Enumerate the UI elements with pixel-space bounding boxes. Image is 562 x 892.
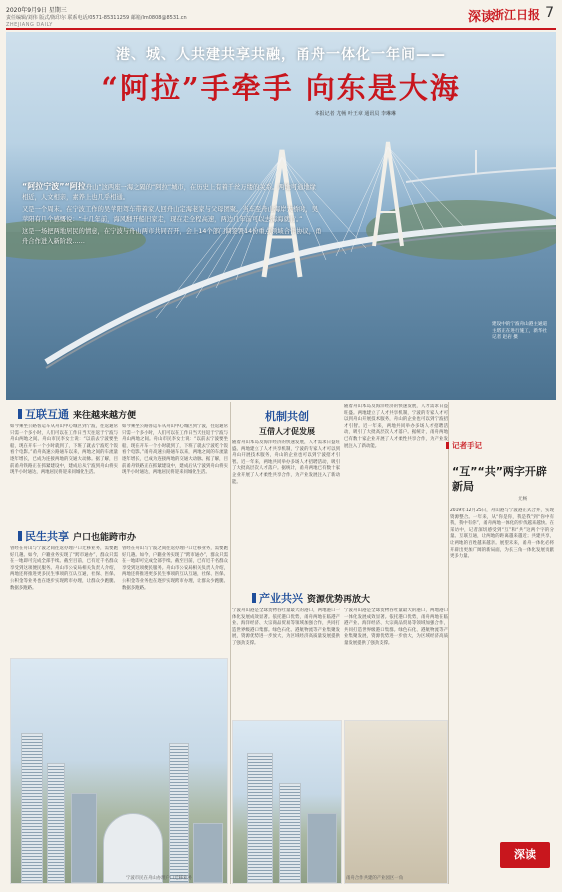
heading-subtitle: 互借人才促发展	[259, 427, 315, 436]
column-text-3: 随着舟山本岛及海洋经济的快速发展，人才需求日益旺盛。两地建立了人才共享机制，宁波的专家人才可以到舟山开展技术服务，舟山的企业也可以到宁波招才引智。近一年来，两地共同举办多场人才招聘活动，吸引了大批高层次人才落户。据统计，甬舟两地已有数十家企业开展了人才柔性共享合作，为产业发展注入了新动能。	[232, 440, 340, 485]
reporter-notes-sidebar	[446, 440, 556, 884]
heading-subtitle: 来往越来越方便	[73, 411, 137, 421]
heading-title: 产业共兴	[259, 592, 303, 605]
lead-text-3: 这是一场把两地居民的情意，在宁波与舟山两市共同召开，会上14个部门调签署14份重点领域合作协议，甬舟合作进入新阶段……	[22, 228, 322, 245]
heading-bar	[18, 409, 22, 419]
building	[193, 823, 223, 883]
office-photo	[344, 720, 448, 884]
section-heading-mechanism	[232, 408, 342, 437]
section-heading-industry	[252, 590, 370, 606]
sidebar-author: 尤畅	[518, 497, 528, 502]
byline: 本报记者 尤畅 叶王章 通讯员 李琳琳	[314, 111, 396, 117]
building	[71, 793, 97, 883]
building	[47, 763, 65, 883]
heading-subtitle: 户口也能跨市办	[73, 533, 137, 543]
building	[169, 743, 189, 883]
heading-subtitle: 资源优势再放大	[307, 595, 371, 605]
lead-quote: “阿拉宁波”“阿拉	[22, 182, 86, 191]
towers-photo	[232, 720, 342, 884]
building	[21, 733, 43, 883]
paper-english-name: ZHEJIANG DAILY	[6, 22, 53, 28]
heading-title: 机制共创	[265, 410, 309, 423]
heading-bar	[18, 531, 22, 541]
headline-kicker: 港、城、人共建共享共融，甬舟一体化一年间——	[116, 47, 446, 63]
building	[279, 783, 301, 883]
column-text-4b: 宁波舟山港是全球货物吞吐量最大的港口，两地港口一体化发展成效显著。依托港口优势，甬舟两地在临港产业、海洋经济、大宗商品贸易等领域加强合作，共同打造世界级港口集群。绿色石化、港航物流等产业集聚发展，资源优势进一步放大，为区域经济高质量发展提供了强劲支撑。	[344, 608, 448, 646]
building	[103, 813, 163, 883]
section-badge: 深读	[500, 842, 550, 868]
city-photo	[10, 658, 228, 884]
lead-paragraph	[22, 182, 322, 249]
lead-text-2: 又是一个周末。在宁波工作的吴苹阳驾车带着家人回舟山定海老家与父母团聚。当车至舟山海岸大桥时，吴苹阳有几个感慨说：“十几年前，海风翻开船旧家走，现在走全程高速，两边几年前可以去海海就行。”	[22, 206, 318, 223]
lead-text-1: 舟山”这两座一海之隔的“阿拉”城市，在历史上有着千丝万缕的关系。两地可通地缘相近，人文相亲，素养上也几乎相通。	[22, 184, 316, 201]
main-headline: “阿拉”手牵手 向东是大海	[101, 71, 461, 105]
issue-date: 2020年9月9日 星期三	[6, 7, 67, 14]
city-photo-caption: 宁波市民在舟山办理户口迁移业务	[126, 876, 192, 881]
column-text-4: 宁波舟山港是全球货物吞吐量最大的港口，两地港口一体化发展成效显著。依托港口优势，甬舟两地在临港产业、海洋经济、大宗商品贸易等领域加强合作，共同打造世界级港口集群。绿色石化、港航物流等产业集聚发展，资源优势进一步放大，为区域经济高质量发展提供了强劲支撑。	[232, 608, 340, 646]
sidebar-label: 记者手记	[446, 440, 482, 451]
paper-name: 浙江日报	[491, 8, 540, 22]
section-heading-connectivity	[18, 406, 136, 422]
sidebar-text: 2019年12月25日，舟山港与宁波港正式合并，实现资源整合。一年来，从“你是你，我是我”到“你中有我，我中有你”，甬舟两地一体化的步伐越来越快。在采访中，记者深切感受到“互”和“共”这两个字的分量。互联互通，让两地的距离越来越近；共建共享，让两地的百姓越来越亲。展望未来，甬舟一体化必将开辟出更加广阔的新局面，为长三角一体化发展贡献更多力量。	[450, 508, 554, 560]
editor-info: 责任编辑/刘伟 版式/陈印尔 联系电话/0571-85311259 邮箱/lm0808@8531.cn	[6, 15, 187, 21]
sidebar-title: “互”“共”两字开辟新局	[452, 465, 547, 493]
column-text-3b: 随着舟山本岛及海洋经济的快速发展，人才需求日益旺盛。两地建立了人才共享机制，宁波的专家人才可以到舟山开展技术服务，舟山的企业也可以到宁波招才引智。近一年来，两地共同举办多场人才招聘活动，吸引了大批高层次人才落户。据统计，甬舟两地已有数十家企业开展了人才柔性共享合作，为产业发展注入了新动能。	[344, 404, 448, 449]
heading-title: 民生共享	[25, 530, 69, 543]
column-text-2b: 曾经在舟山与宁波之间往返办理户口迁移业务，需要跑好几趟。如今，户籍业务实现了“跨市通办”，群众只需在一地即可完成全部手续。截至目前，已有近千名群众享受到这项便民服务。舟山市公安局相关负责人介绍，两地还将推进更多民生事项的互认互通，社保、医保、公积金等业务也在逐步实现跨市办理，让群众少跑腿、数据多跑路。	[122, 546, 228, 591]
section-heading-livelihood	[18, 528, 136, 544]
hero-photo-caption: 建设中的宁波舟山港主通道主塔正在进行施工，新华社记者 赵岩 摄	[492, 322, 548, 340]
office-photo-caption: 甬舟合作共建的产业园区一角	[346, 876, 404, 881]
column-text-1: 如今乘坐公路客运车从舟山中心城区到宁波，往返通常只需一个多小时，人们可以在工作日当天往返于宁波与舟山两地之间。舟山市民李女士说：“以前去宁波要坐船，现在开车一个小时就到了，下班了就去宁波吃个饭看个电影。”甬舟高速公路通车以来，两地之间的车流量逐年增长，已成为连接两地的交通大动脉。据了解，目前甬舟铁路正在抓紧建设中，建成后从宁波到舟山将实现半小时通达，两地居民将迎来同城化生活。	[10, 424, 118, 476]
hero-photo	[6, 32, 556, 400]
heading-bar	[252, 593, 256, 603]
page-number: 7	[545, 5, 554, 21]
heading-title: 互联互通	[25, 408, 69, 421]
column-text-2: 曾经在舟山与宁波之间往返办理户口迁移业务，需要跑好几趟。如今，户籍业务实现了“跨市通办”，群众只需在一地即可完成全部手续。截至目前，已有近千名群众享受到这项便民服务。舟山市公安局相关负责人介绍，两地还将推进更多民生事项的互认互通，社保、医保、公积金等业务也在逐步实现跨市办理，让群众少跑腿、数据多跑路。	[10, 546, 118, 591]
building	[307, 813, 337, 883]
building	[247, 753, 273, 883]
section-name: 深读	[467, 10, 494, 25]
masthead	[6, 4, 556, 30]
column-divider	[230, 402, 231, 884]
column-text-1b: 如今乘坐公路客运车从舟山中心城区到宁波，往返通常只需一个多小时，人们可以在工作日当天往返于宁波与舟山两地之间。舟山市民李女士说：“以前去宁波要坐船，现在开车一个小时就到了，下班了就去宁波吃个饭看个电影。”甬舟高速公路通车以来，两地之间的车流量逐年增长，已成为连接两地的交通大动脉。据了解，目前甬舟铁路正在抓紧建设中，建成后从宁波到舟山将实现半小时通达，两地居民将迎来同城化生活。	[122, 424, 228, 476]
